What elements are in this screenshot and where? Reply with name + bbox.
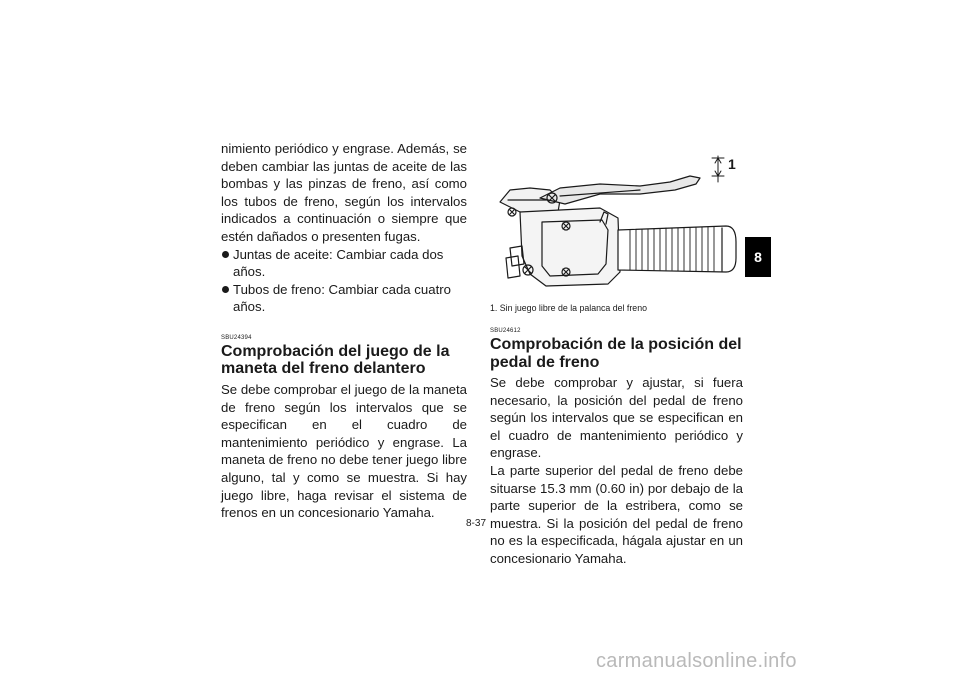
section-heading: Comprobación de la posición del pedal de freno (490, 336, 742, 371)
section-code: SBU24394 (221, 334, 252, 341)
list-item: Tubos de freno: Cambiar cada cuatro años. (221, 281, 467, 316)
figure-caption: 1. Sin juego libre de la palanca del freno (490, 303, 647, 313)
brake-lever-illustration (490, 152, 743, 292)
replacement-list (221, 246, 467, 316)
left-column (221, 140, 467, 522)
page-number: 8-37 (466, 518, 487, 529)
section-code: SBU24612 (490, 328, 521, 334)
watermark: carmanualsonline.info (596, 650, 797, 672)
section-body: Se debe comprobar el juego de la maneta de freno según los intervalos que se especifican en el cuadro de mantenimiento periódico y engrase. La maneta de freno no debe tener juego libre alguno, tal y como se muestra. Si hay juego libre, haga revisar el sistema de frenos en un concesionario Yamaha. (221, 381, 467, 521)
section-body: Se debe comprobar y ajustar, si fuera necesario, la posición del pedal de freno según los intervalos que se especifican en el cuadro de mantenimiento periódico y engrase. (490, 375, 743, 461)
intro-paragraph: nimiento periódico y engrase. Además, se deben cambiar las juntas de aceite de las bombas y las pinzas de freno, así como los tubos de freno, según los intervalos indicados a continuación o siempre que estén dañados o presenten fugas. (221, 141, 467, 244)
right-column (490, 152, 743, 568)
section-body: La parte superior del pedal de freno debe situarse 15.3 mm (0.60 in) por debajo de la parte superior de la estribera, como se muestra. Si la posición del pedal de freno no es la especificada, hágala ajustar en un concesionario Yamaha. (490, 462, 743, 566)
chapter-tab: 8 (745, 237, 771, 277)
section-heading: Comprobación del juego de la maneta del freno delantero (221, 342, 450, 378)
figure-callout: 1 (728, 156, 736, 172)
list-item: Juntas de aceite: Cambiar cada dos años. (221, 246, 467, 281)
